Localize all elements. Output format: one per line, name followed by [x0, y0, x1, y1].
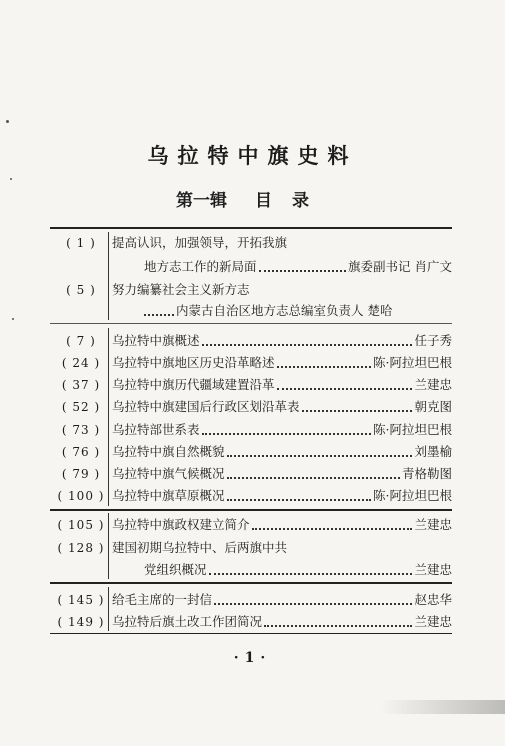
leader-dots	[202, 431, 372, 435]
leader-dots	[277, 364, 372, 368]
toc-entry[interactable]	[50, 374, 452, 396]
toc-entry[interactable]	[50, 589, 452, 611]
leader-dots	[227, 497, 372, 501]
page-number: ( 149 )	[57, 615, 105, 629]
entry-author: 刘墨榆	[414, 444, 452, 459]
entry-title: 提高认识，加强领导，开拓我旗	[112, 235, 288, 250]
section-rule	[50, 227, 452, 229]
entry-author: 朝克图	[414, 399, 452, 414]
toc-entry[interactable]	[50, 352, 452, 374]
leader-dots	[202, 342, 413, 346]
leader-dots	[144, 312, 174, 316]
entry-title: 乌拉特中旗草原概况	[112, 488, 225, 503]
entry-title: 努力编纂社会主义新方志	[112, 282, 250, 297]
entry-author: 赵忠华	[414, 592, 452, 607]
entry-title: 党组织概况	[144, 562, 207, 577]
page-number: ( 7 )	[66, 334, 96, 348]
entry-author: 兰建忠	[414, 562, 452, 577]
entry-title: 乌拉特中旗建国后行政区划沿革表	[112, 399, 300, 414]
entry-title: 乌拉特中旗自然概貌	[112, 444, 225, 459]
book-title: 乌拉特中旗史料	[147, 143, 358, 168]
entry-author: 兰建忠	[414, 517, 452, 532]
entry-author: 陈·阿拉坦巴根	[373, 355, 452, 370]
page-number: ( 24 )	[61, 356, 101, 370]
entry-title: 乌拉特后旗土改工作团简况	[112, 614, 263, 629]
page-footer-number: ·1·	[233, 650, 272, 666]
entry-author: 兰建忠	[414, 377, 452, 392]
leader-dots	[302, 408, 413, 412]
leader-dots	[214, 601, 412, 605]
entry-title: 地方志工作的新局面	[144, 259, 257, 274]
entry-author: 兰建忠	[414, 614, 452, 629]
page-number: ( 76 )	[61, 445, 101, 459]
entry-title: 建国初期乌拉特中、后两旗中共	[112, 540, 288, 555]
entry-author: 青格勒图	[401, 466, 452, 481]
scan-smudge	[380, 700, 505, 714]
entry-title: 乌拉特中旗气候概况	[112, 466, 225, 481]
page-number: ( 5 )	[66, 283, 96, 297]
entry-title: 乌拉特中旗地区历史沿革略述	[112, 355, 275, 370]
entry-title: 内蒙古自治区地方志总编室负责人 楚哈	[176, 303, 393, 318]
toc-entry[interactable]	[50, 514, 452, 536]
toc-entry[interactable]	[50, 396, 452, 418]
section-rule	[50, 582, 452, 584]
scan-speck	[6, 120, 9, 123]
toc-heading	[0, 186, 505, 211]
toc-entry[interactable]	[50, 441, 452, 463]
toc-entry[interactable]	[50, 232, 452, 254]
section-rule	[50, 509, 452, 511]
leader-dots	[227, 453, 413, 457]
toc-entry[interactable]	[50, 611, 452, 633]
leader-dots	[259, 268, 347, 272]
leader-dots	[277, 386, 413, 390]
section-rule	[50, 323, 452, 324]
entry-title: 乌拉特部世系表	[112, 422, 200, 437]
entry-author: 陈·阿拉坦巴根	[373, 488, 452, 503]
toc-entry[interactable]	[50, 537, 452, 559]
toc-label: 目录	[255, 191, 329, 211]
page-number: ( 37 )	[61, 378, 101, 392]
scan-speck	[10, 178, 12, 180]
scan-speck	[12, 318, 14, 320]
page-number: ( 79 )	[61, 467, 101, 481]
leader-dots	[264, 623, 412, 627]
entry-title: 乌拉特中旗历代疆域建置沿革	[112, 377, 275, 392]
toc-entry[interactable]	[50, 256, 452, 278]
toc-entry[interactable]	[50, 485, 452, 507]
page-number: ( 128 )	[57, 541, 105, 555]
page-number: ( 105 )	[57, 518, 105, 532]
leader-dots	[209, 571, 413, 575]
page-number: ( 73 )	[61, 423, 101, 437]
entry-author: 任子秀	[414, 333, 452, 348]
page-number: ( 1 )	[66, 236, 96, 250]
toc-entry[interactable]	[50, 279, 452, 301]
toc-entry[interactable]	[50, 330, 452, 352]
leader-dots	[227, 475, 400, 479]
toc-entry[interactable]	[50, 559, 452, 581]
toc-entry[interactable]	[50, 419, 452, 441]
entry-author: 旗委副书记 肖广文	[348, 259, 452, 274]
section-rule	[50, 633, 452, 634]
entry-author: 陈·阿拉坦巴根	[373, 422, 452, 437]
page-number: ( 100 )	[57, 489, 105, 503]
page-number: ( 52 )	[61, 400, 101, 414]
entry-title: 乌拉特中旗概述	[112, 333, 200, 348]
toc-entry[interactable]	[50, 300, 452, 322]
leader-dots	[252, 526, 413, 530]
entry-title: 乌拉特中旗政权建立简介	[112, 517, 250, 532]
page-number: ( 145 )	[57, 593, 105, 607]
toc-entry[interactable]	[50, 463, 452, 485]
entry-title: 给毛主席的一封信	[112, 592, 213, 607]
volume-label: 第一辑	[176, 191, 227, 211]
